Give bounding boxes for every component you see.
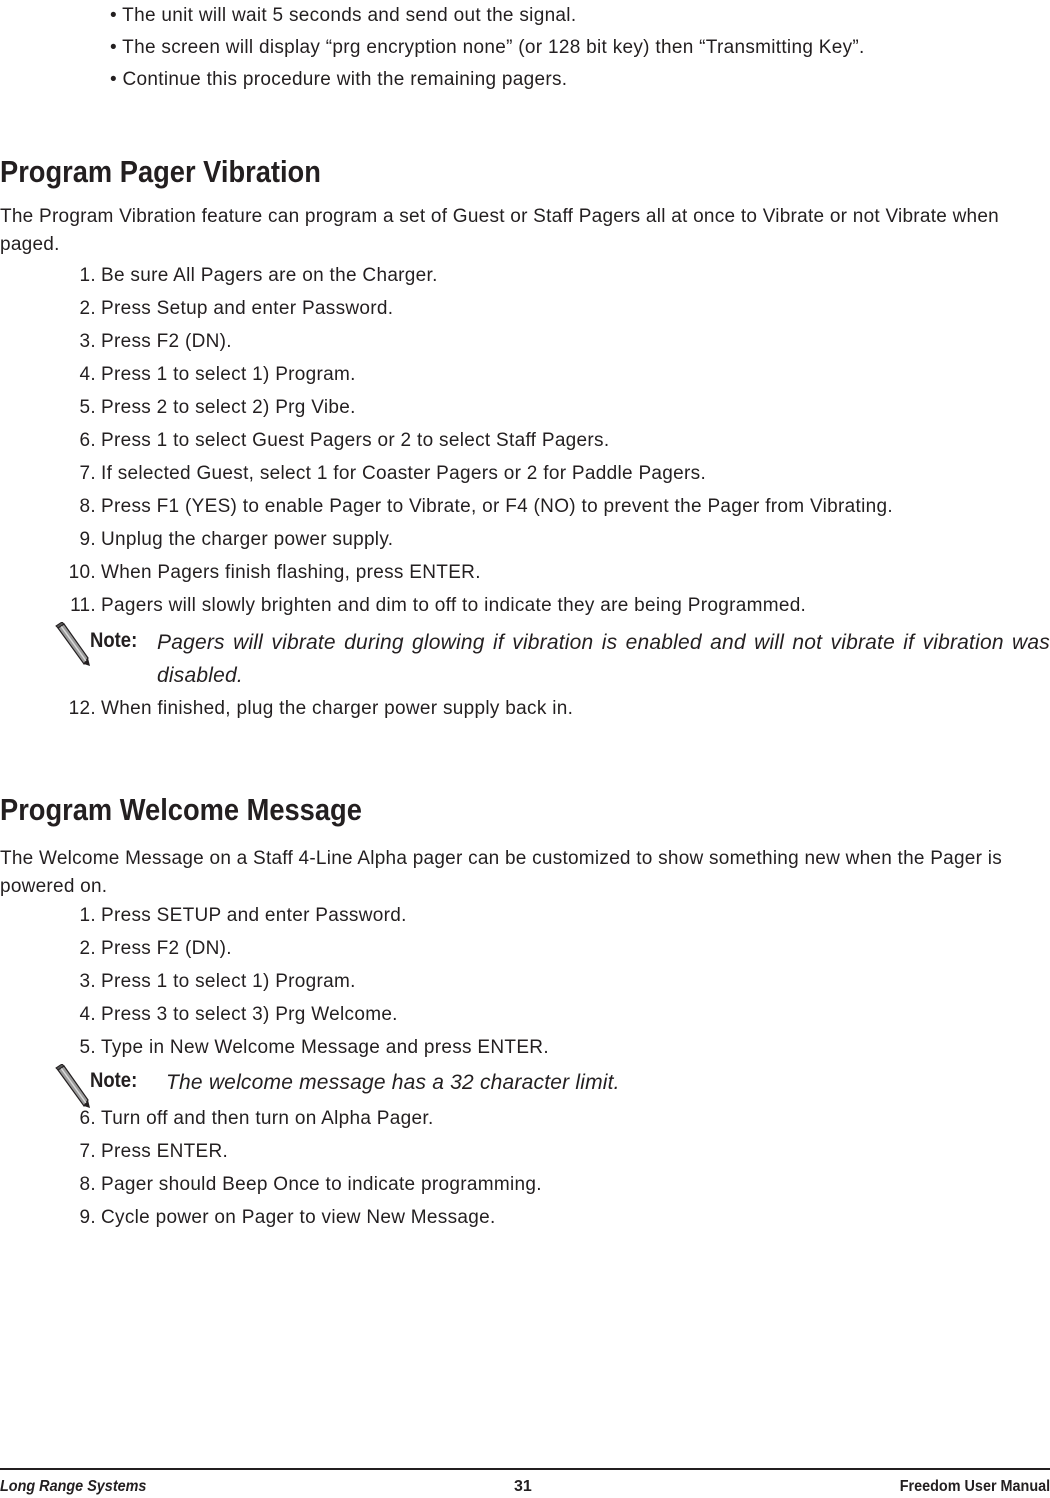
list-item: [0, 692, 1050, 725]
list-item: [0, 457, 1050, 490]
pencil-icon: [54, 1064, 90, 1108]
list-item: [0, 589, 1050, 622]
list-item: [0, 358, 1050, 391]
step-number: 8.: [79, 1173, 96, 1195]
step-text: If selected Guest, select 1 for Coaster Pagers or 2 for Paddle Pagers.: [101, 462, 707, 484]
list-item: [0, 292, 1050, 325]
list-item: [0, 424, 1050, 457]
section-intro-welcome: The Welcome Message on a Staff 4-Line Alpha pager can be customized to show something new when the Pager is powered on.: [0, 848, 1002, 897]
step-number: 10.: [68, 561, 96, 583]
step-text: Press F2 (DN).: [101, 937, 232, 959]
list-item: [0, 259, 1050, 292]
step-text: Press ENTER.: [101, 1140, 229, 1162]
step-number: 6.: [79, 429, 96, 451]
list-item: [0, 490, 1050, 523]
step-text: Cycle power on Pager to view New Message.: [101, 1206, 496, 1228]
list-item: [0, 899, 1050, 932]
step-number: 12.: [68, 697, 96, 719]
step-text: Be sure All Pagers are on the Charger.: [101, 264, 438, 286]
step-number: 5.: [79, 1036, 96, 1058]
list-item: [0, 932, 1050, 965]
list-item: [0, 1201, 1050, 1234]
step-text: Press SETUP and enter Password.: [101, 904, 407, 926]
note-text: The welcome message has a 32 character limit.: [166, 1071, 620, 1094]
footer-divider: [0, 1468, 1050, 1470]
step-text: Pagers will slowly brighten and dim to off to indicate they are being Programmed.: [101, 594, 807, 616]
list-item: [0, 325, 1050, 358]
step-number: 4.: [79, 1003, 96, 1025]
page-footer: [0, 1478, 1050, 1498]
step-text: Press 3 to select 3) Prg Welcome.: [101, 1003, 398, 1025]
pencil-icon: [54, 622, 90, 666]
list-item: [0, 523, 1050, 556]
step-text: Press 2 to select 2) Prg Vibe.: [101, 396, 356, 418]
footer-manual-title: Freedom User Manual: [899, 1478, 1050, 1495]
step-text: When finished, plug the charger power supply back in.: [101, 697, 574, 719]
step-text: Press Setup and enter Password.: [101, 297, 394, 319]
step-text: Press 1 to select Guest Pagers or 2 to select Staff Pagers.: [101, 429, 610, 451]
step-text: Press F2 (DN).: [101, 330, 232, 352]
continuation-bullets: [110, 0, 865, 96]
section-title-vibration: Program Pager Vibration: [0, 154, 321, 189]
step-number: 7.: [79, 1140, 96, 1162]
step-number: 4.: [79, 363, 96, 385]
step-text: When Pagers finish flashing, press ENTER.: [101, 561, 481, 583]
note-label: Note:: [90, 1069, 138, 1092]
step-number: 3.: [79, 330, 96, 352]
section-intro-vibration: The Program Vibration feature can program a set of Guest or Staff Pagers all at once to Vibrate or not Vibrate when paged.: [0, 206, 1000, 255]
section-title-welcome: Program Welcome Message: [0, 792, 362, 827]
step-text: Turn off and then turn on Alpha Pager.: [101, 1107, 434, 1129]
step-text: Press 1 to select 1) Program.: [101, 363, 356, 385]
page-number: 31: [514, 1478, 532, 1495]
step-number: 1.: [79, 264, 96, 286]
step-number: 8.: [79, 495, 96, 517]
step-text: Press F1 (YES) to enable Pager to Vibrate, or F4 (NO) to prevent the Pager from Vibrating.: [101, 495, 893, 517]
bullet-item: • Continue this procedure with the remaining pagers.: [110, 69, 568, 90]
step-number: 5.: [79, 396, 96, 418]
step-number: 11.: [70, 594, 96, 616]
note-text: Pagers will vibrate during glowing if vibration is enabled and will not vibrate if vibration was disabled.: [157, 631, 1050, 687]
welcome-steps-list: [0, 899, 1050, 1234]
step-text: Press 1 to select 1) Program.: [101, 970, 356, 992]
step-number: 9.: [79, 528, 96, 550]
list-item: [0, 998, 1050, 1031]
list-item: [0, 965, 1050, 998]
step-text: Pager should Beep Once to indicate programming.: [101, 1173, 542, 1195]
vibration-steps-list: [0, 259, 1050, 725]
list-item: [0, 391, 1050, 424]
step-number: 6.: [79, 1107, 96, 1129]
bullet-item: • The unit will wait 5 seconds and send out the signal.: [110, 5, 577, 26]
note-box: [0, 622, 1050, 692]
note-label: Note:: [90, 629, 138, 652]
list-item: [0, 1031, 1050, 1064]
list-item: [0, 1168, 1050, 1201]
list-item: [0, 1135, 1050, 1168]
step-number: 3.: [79, 970, 96, 992]
bullet-item: • The screen will display “prg encryption none” (or 128 bit key) then “Transmitting Key”.: [110, 37, 865, 58]
list-item: [0, 1102, 1050, 1135]
step-number: 2.: [79, 297, 96, 319]
step-number: 2.: [79, 937, 96, 959]
step-text: Unplug the charger power supply.: [101, 528, 394, 550]
step-number: 7.: [79, 462, 96, 484]
step-text: Type in New Welcome Message and press ENTER.: [101, 1036, 549, 1058]
step-number: 1.: [79, 904, 96, 926]
note-box: [0, 1064, 1050, 1102]
step-number: 9.: [79, 1206, 96, 1228]
footer-company: Long Range Systems: [0, 1478, 147, 1495]
list-item: [0, 556, 1050, 589]
